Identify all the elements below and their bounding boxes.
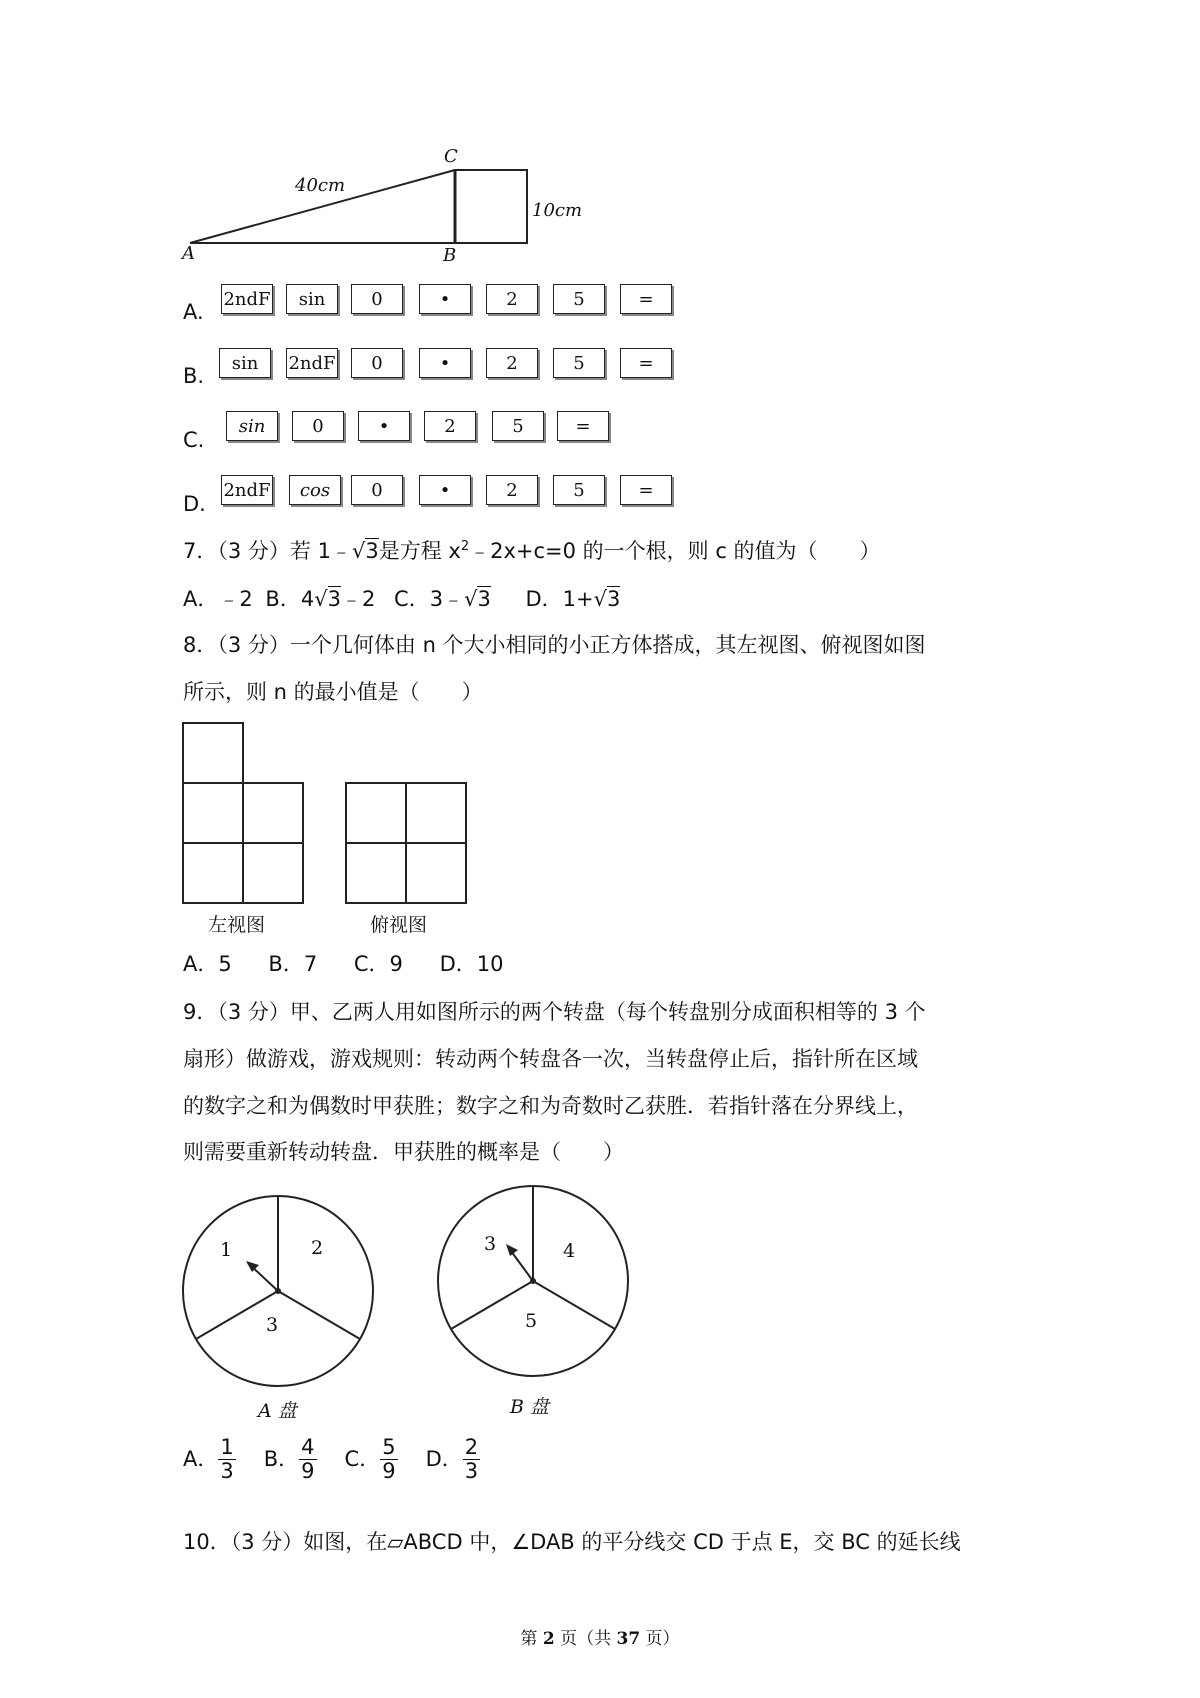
q7-stem-mid: 是方程 x [378, 539, 461, 563]
key-dot: • [419, 284, 471, 314]
key-equals: = [620, 284, 672, 314]
sqrt-sign: √ [593, 587, 608, 611]
key-5: 5 [553, 348, 605, 378]
q7-options [183, 587, 620, 612]
numerator: 2 [464, 1435, 479, 1459]
key-sin: sin [226, 411, 278, 441]
key-0: 0 [351, 284, 403, 314]
key-5: 5 [553, 284, 605, 314]
spinner-a-number-3: 3 [266, 1314, 279, 1336]
page-number: 2 [542, 1629, 555, 1649]
footer-pre: 第 [520, 1629, 543, 1649]
q7-radicand: 3 [365, 539, 379, 563]
denominator: 3 [220, 1459, 234, 1484]
key-2: 2 [486, 348, 538, 378]
q7-option-d-pre: D．1+ [525, 587, 594, 611]
numerator: 1 [220, 1435, 234, 1459]
point-a: A [182, 243, 195, 264]
triangle-figure [180, 140, 560, 265]
q7-exponent: 2 [460, 539, 470, 554]
q7-option-b-pre: B．4 [265, 587, 315, 611]
key-cos: cos [289, 475, 341, 505]
q7-option-d-radicand: 3 [607, 587, 621, 611]
q6-option-c-label: C. [183, 428, 205, 452]
key-2ndf: 2ndF [221, 475, 273, 505]
key-0: 0 [351, 348, 403, 378]
q7-stem-suffix: ﹣2x+c=0 的一个根，则 c 的值为（ ） [469, 539, 881, 563]
denominator: 9 [382, 1459, 396, 1484]
key-equals: = [620, 475, 672, 505]
q8-option-a: A．5 [183, 952, 232, 976]
q7-option-b-radicand: 3 [327, 587, 341, 611]
label-40cm: 40cm [295, 175, 346, 196]
arrow-head-icon [506, 1244, 518, 1256]
q8-options [183, 952, 504, 977]
q9-option-c-fraction [380, 1436, 397, 1483]
spinner-b-label: B 盘 [510, 1396, 550, 1418]
key-dot: • [419, 475, 471, 505]
square [455, 170, 527, 243]
q9-option-b-fraction [299, 1436, 316, 1483]
key-2: 2 [486, 475, 538, 505]
denominator: 3 [464, 1459, 479, 1484]
q7-option-b-post: ﹣2 [340, 587, 376, 611]
spinner-a [180, 1193, 380, 1393]
q8-views-figure [180, 720, 480, 905]
q8-line2: 所示，则 n 的最小值是（ ） [183, 680, 483, 704]
q7-option-c-radicand: 3 [477, 587, 491, 611]
q7-stem-prefix: 7．（3 分）若 1﹣ [183, 539, 352, 563]
q9-line3: 的数字之和为偶数时甲获胜；数字之和为奇数时乙获胜．若指针落在分界线上， [183, 1094, 918, 1118]
total-pages: 37 [616, 1629, 641, 1649]
q9-option-c-label: C． [344, 1447, 381, 1471]
spinner-a-number-2: 2 [311, 1237, 324, 1259]
q9-option-a-label: A． [183, 1447, 219, 1471]
key-2: 2 [424, 411, 476, 441]
key-2ndf: 2ndF [286, 348, 338, 378]
q6-option-a-label: A. [183, 300, 204, 324]
q9-option-b-label: B． [263, 1447, 300, 1471]
q10-line1: 10．（3 分）如图，在▱ABCD 中，∠DAB 的平分线交 CD 于点 E，交 BC 的延长线 [183, 1530, 961, 1554]
left-view [183, 723, 303, 903]
key-5: 5 [553, 475, 605, 505]
denominator: 9 [301, 1459, 315, 1484]
spinner-b-number-4: 4 [563, 1240, 576, 1262]
sqrt-sign: √ [464, 587, 478, 611]
page-footer [0, 1624, 1200, 1649]
key-equals: = [557, 411, 609, 441]
q9-options [183, 1436, 480, 1483]
q7-option-a: A．﹣2 [183, 587, 253, 611]
q6-option-d-label: D. [183, 492, 206, 516]
q7-option-c-pre: C．3﹣ [394, 587, 465, 611]
spinner-a-number-1: 1 [220, 1239, 233, 1261]
q9-option-a-fraction [218, 1436, 235, 1483]
q9-option-d-label: D． [425, 1447, 463, 1471]
spinner-b-number-5: 5 [525, 1310, 538, 1332]
key-2: 2 [486, 284, 538, 314]
q8-option-d: D．10 [439, 952, 504, 976]
sqrt-sign: √ [314, 587, 328, 611]
top-view [346, 783, 466, 903]
key-0: 0 [351, 475, 403, 505]
spinner-b-number-3: 3 [484, 1233, 497, 1255]
q9-line2: 扇形）做游戏，游戏规则：转动两个转盘各一次，当转盘停止后，指针所在区域 [183, 1047, 918, 1071]
q9-line1: 9．（3 分）甲、乙两人用如图所示的两个转盘（每个转盘别分成面积相等的 3 个 [183, 1000, 926, 1024]
top-view-label: 俯视图 [370, 914, 428, 936]
left-view-label: 左视图 [208, 914, 266, 936]
key-dot: • [419, 348, 471, 378]
spinner-b [435, 1183, 635, 1383]
q8-option-b: B．7 [268, 952, 318, 976]
key-0: 0 [292, 411, 344, 441]
footer-mid: 页（共 [554, 1629, 617, 1649]
q8-line1: 8．（3 分）一个几何体由 n 个大小相同的小正方体搭成，其左视图、俯视图如图 [183, 633, 926, 657]
key-2ndf: 2ndF [221, 284, 273, 314]
spinner-a-label: A 盘 [258, 1400, 297, 1422]
point-c: C [444, 146, 458, 167]
q6-option-b-label: B. [183, 364, 205, 388]
q9-line4: 则需要重新转动转盘．甲获胜的概率是（ ） [183, 1140, 624, 1164]
key-equals: = [620, 348, 672, 378]
point-b: B [443, 245, 457, 266]
key-5: 5 [492, 411, 544, 441]
sqrt-sign: √ [351, 539, 366, 563]
q9-option-d-fraction [463, 1436, 480, 1483]
key-sin: sin [286, 284, 338, 314]
footer-post: 页） [640, 1629, 680, 1649]
q8-option-c: C．9 [353, 952, 403, 976]
key-dot: • [358, 411, 410, 441]
numerator: 5 [382, 1435, 396, 1459]
numerator: 4 [301, 1435, 315, 1459]
q7-stem [183, 539, 881, 564]
label-10cm: 10cm [532, 200, 583, 221]
key-sin: sin [219, 348, 271, 378]
